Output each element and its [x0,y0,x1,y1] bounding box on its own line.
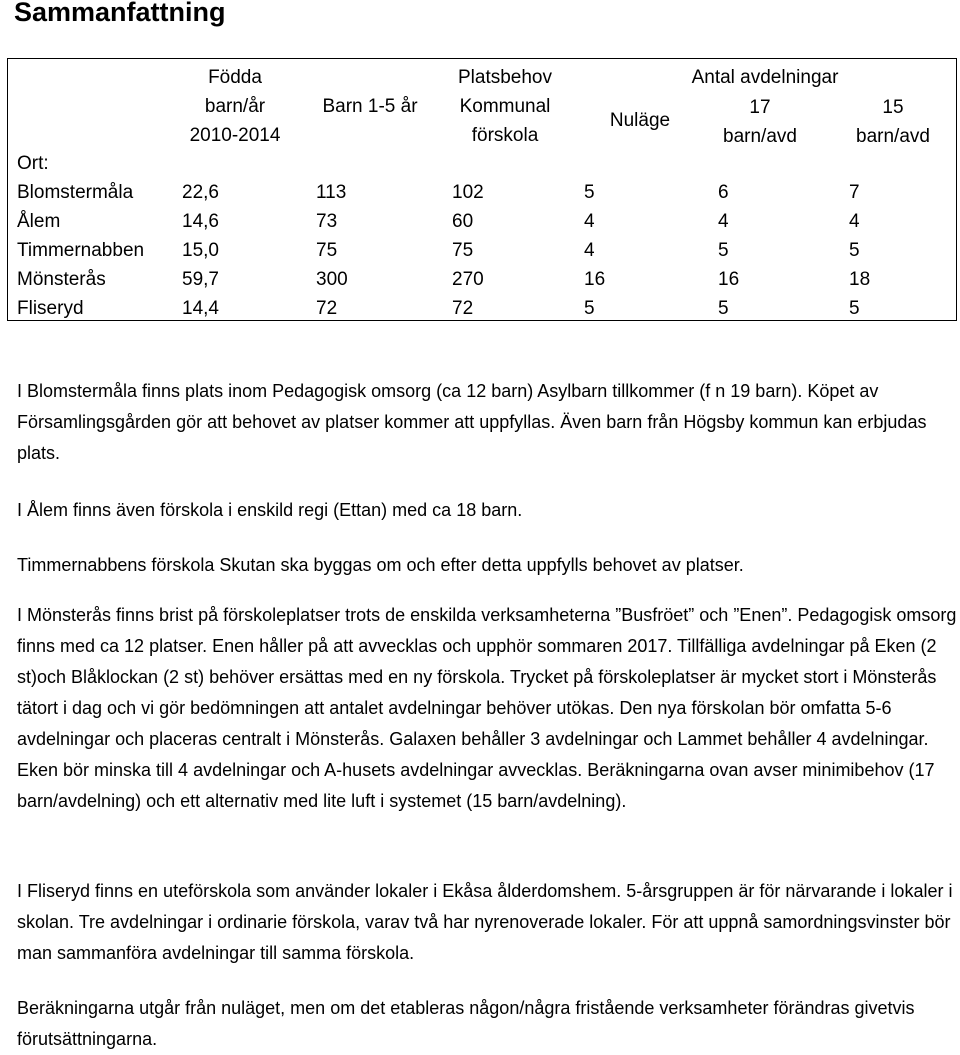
header-platsbehov [435,63,575,150]
paragraph-blomsterma: I Blomstermåla finns plats inom Pedagogisk omsorg (ca 12 barn) Asylbarn tillkommer (f n 19 barn). Köpet av Församlingsgården gör att behovet av platser kommer att uppfyllas. Även barn från Högsby kommun kan erbjudas plats. [17,381,927,463]
row-alem-barn: 73 [316,211,338,232]
row-blomsterma-platsbehov: 102 [452,182,484,203]
paragraph-berakningar: Beräkningarna utgår från nuläget, men om det etableras någon/några fristående verksamheter förändras givetvis förutsättningarna. [17,998,915,1049]
page-title: Sammanfattning [14,0,226,27]
row-alem-name: Ålem [17,211,61,232]
header-17-line1: 17 [749,97,771,118]
header-fodda-line3: 2010-2014 [189,125,281,146]
row-alem-platsbehov: 60 [452,211,474,232]
row-blomsterma-barn: 113 [316,182,347,203]
row-fliseryd-barn: 72 [316,298,338,319]
paragraph-timmernabben: Timmernabbens förskola Skutan ska byggas om och efter detta uppfylls behovet av platser. [17,555,744,575]
row-monsteras-name: Mönsterås [17,269,106,290]
header-platsbehov-line1: Platsbehov [457,67,552,88]
header-antal-avdelningar: Antal avdelningar [691,67,839,88]
row-monsteras-barn: 300 [316,269,348,290]
header-barn-1-5: Barn 1-5 år [322,96,418,117]
row-alem-nulage: 4 [584,211,595,232]
header-fodda-line2: barn/år [204,96,266,117]
row-timmernabben-name: Timmernabben [17,240,145,261]
row-fliseryd-nulage: 5 [584,298,595,319]
header-15-line1: 15 [882,97,904,118]
row-blomsterma-fodda: 22,6 [182,182,219,203]
row-monsteras-platsbehov: 270 [452,269,484,290]
row-fliseryd-17: 5 [718,298,729,319]
header-fodda-line1: Födda [208,67,262,88]
header-nulage: Nuläge [609,110,671,131]
paragraph-fliseryd: I Fliseryd finns en uteförskola som använder lokaler i Ekåsa ålderdomshem. 5-årsgruppen är för närvarande i lokaler i skolan. Tre avdelningar i ordinarie förskola, varav två har nyrenoverade lokaler. För att uppnå samordningsvinster bör man sammanföra avdelningar till samma förskola. [17,881,953,963]
ort-label: Ort: [17,153,49,174]
paragraph-alem: I Ålem finns även förskola i enskild regi (Ettan) med ca 18 barn. [17,500,523,520]
row-timmernabben-platsbehov: 75 [452,240,474,261]
header-platsbehov-line2: Kommunal [459,96,551,117]
row-timmernabben-17: 5 [718,240,729,261]
header-17-line2: barn/avd [723,126,797,147]
header-15-line2: barn/avd [856,126,930,147]
row-timmernabben-15: 5 [849,240,860,261]
header-fodda [165,63,305,150]
header-17-barn-avd [705,93,815,151]
row-monsteras-fodda: 59,7 [182,269,219,290]
row-timmernabben-barn: 75 [316,240,338,261]
row-alem-15: 4 [849,211,860,232]
row-alem-17: 4 [718,211,729,232]
row-fliseryd-platsbehov: 72 [452,298,474,319]
row-alem-fodda: 14,6 [182,211,219,232]
row-timmernabben-nulage: 4 [584,240,595,261]
row-fliseryd-fodda: 14,4 [182,298,219,319]
row-monsteras-nulage: 16 [584,269,606,290]
row-blomsterma-name: Blomstermåla [17,182,134,203]
header-15-barn-avd [838,93,948,151]
row-timmernabben-fodda: 15,0 [182,240,219,261]
paragraph-monsteras: I Mönsterås finns brist på förskoleplatser trots de enskilda verksamheterna ”Busfröet” och ”Enen”. Pedagogisk omsorg finns med ca 12 platser. Enen håller på att avvecklas och upphör sommaren 2017. Tillfälliga avdelningar på Eken (2 st)och Blåklockan (2 st) behöver ersättas med en ny förskola. Trycket på förskoleplatser är mycket stort i Mönsterås tätort i dag och vi gör bedömningen att antalet avdelningar behöver utökas. Den nya förskolan bör omfatta 5-6 avdelningar och placeras centralt i Mönsterås. Galaxen behåller 3 avdelningar och Lammet behåller 4 avdelningar. Eken bör minska till 4 avdelningar och A-husets avdelningar avvecklas. Beräkningarna ovan avser minimibehov (17 barn/avdelning) och ett alternativ med lite luft i systemet (15 barn/avdelning). [17,605,957,811]
row-blomsterma-nulage: 5 [584,182,595,203]
header-platsbehov-line3: förskola [471,125,539,146]
row-fliseryd-15: 5 [849,298,860,319]
row-monsteras-17: 16 [718,269,740,290]
row-blomsterma-15: 7 [849,182,860,203]
row-monsteras-15: 18 [849,269,871,290]
row-blomsterma-17: 6 [718,182,729,203]
row-fliseryd-name: Fliseryd [17,298,84,319]
